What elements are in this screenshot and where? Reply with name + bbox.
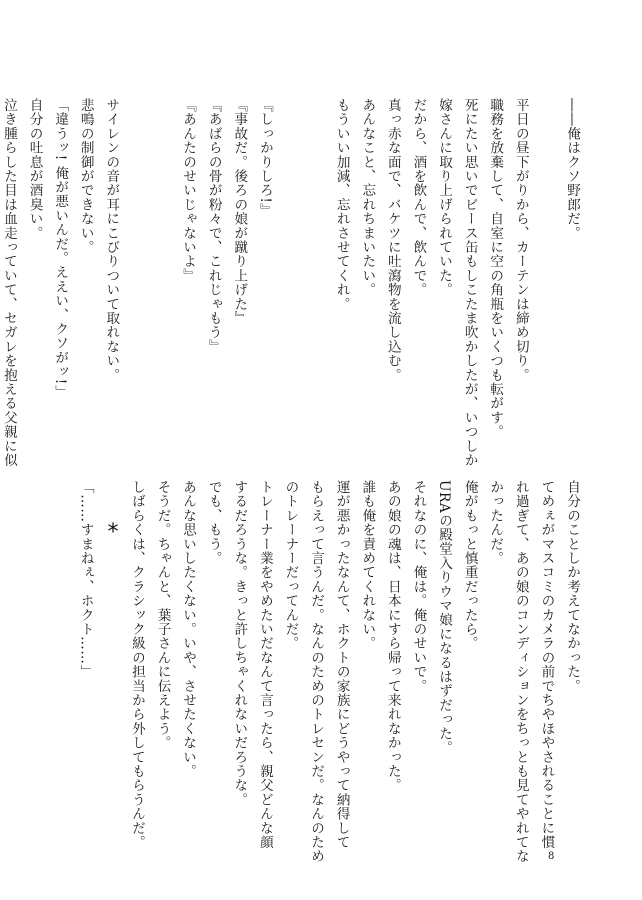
page-number: 8 [548, 851, 555, 862]
text-line: 『あんたのせいじゃないよ』 [180, 98, 197, 283]
text-line [302, 98, 328, 458]
text-line: もらえって言うんだ。なんのためのトレセンだ。なんのため [308, 480, 325, 864]
text-line [98, 480, 124, 840]
upper-text-block [0, 98, 584, 468]
section-divider: * [107, 520, 119, 545]
text-line: 自分のことしか考えてなかった。 [564, 480, 580, 693]
text-line: トレーナー業をやめたいだなんて言ったら、親父どんな顔 [256, 480, 273, 850]
text-line: URAの殿堂入りウマ娘になるはずだった。 [436, 480, 453, 755]
text-line: 嫁さんに取り上げられていた。 [436, 98, 453, 297]
text-line [123, 98, 149, 458]
text-line: 「違うッ! 俺が悪いんだ。ええい、クソがッ!」 [52, 98, 69, 400]
text-line [277, 98, 303, 458]
text-line: のトレーナーだってんだ。 [282, 480, 299, 651]
text-line: 平日の昼下がりから、カーテンは締め切り。 [512, 98, 529, 382]
text-line: 悲鳴の制御ができない。 [77, 98, 94, 255]
text-line: そうだ。ちゃんと、葉子さんに伝えよう。 [154, 480, 171, 750]
text-line: もういい加減、忘れさせてくれ。 [333, 98, 350, 311]
text-line [149, 98, 175, 458]
text-line: 泣き腫らした目は血走っていて、セガレを抱える父親に似 [0, 98, 17, 468]
text-line: するだろうな。きっと許しちゃくれないだろうな。 [231, 480, 248, 807]
text-line: 俺がもっと慎重だったら。 [461, 480, 478, 651]
text-line: れ過ぎて、あの娘のコンディションをちっとも見てやれてな [512, 480, 529, 864]
text-line: しばらくは、クラシック級の担当から外してもらうんだ。 [128, 480, 145, 850]
text-line: 職務を放棄して、自室に空の角瓶をいくつも転がす。 [487, 98, 504, 439]
text-line: それなのに、俺は。俺のせいで。 [410, 480, 427, 693]
text-line: 誰も俺を責めてくれない。 [359, 480, 376, 651]
text-line: 真っ赤な面で、バケツに吐瀉物を流し込む。 [384, 98, 401, 382]
text-line: 『あばらの骨が粉々で、これじゃもう』 [205, 98, 222, 354]
text-line: だから、酒を飲んで、飲んで。 [410, 98, 427, 297]
text-line: 『事故だ。後ろの娘が蹴り上げた』 [231, 98, 248, 326]
text-line: あの娘の魂は、日本にすら帰って来れなかった。 [384, 480, 401, 793]
text-line [533, 98, 559, 458]
text-line: 「……すまねぇ、ホクト……」 [77, 480, 94, 679]
text-line: 死にたい思いでビース缶もしこたま吹かしたが、いつしか [461, 98, 478, 468]
text-line: 『しっかりしろ!』 [256, 98, 273, 218]
lower-text-block [72, 480, 584, 864]
text-line: あんなこと、忘れちまいたい。 [359, 98, 376, 297]
text-line: サイレンの音が耳にこびりついて取れない。 [103, 98, 120, 382]
text-line: 運が悪かったなんて、ホクトの家族にどうやって納得して [333, 480, 350, 850]
text-line: でも、もう。 [205, 480, 222, 566]
text-line: ――俺はクソ野郎だ。 [564, 98, 580, 240]
text-line: あんな思いしたくない。いや、させたくない。 [180, 480, 197, 779]
text-line: かったんだ。 [487, 480, 504, 566]
text-line: 自分の吐息が酒臭い。 [26, 98, 43, 240]
text-line: てめぇがマスコミのカメラの前でちやほやされることに慣 [538, 480, 555, 850]
